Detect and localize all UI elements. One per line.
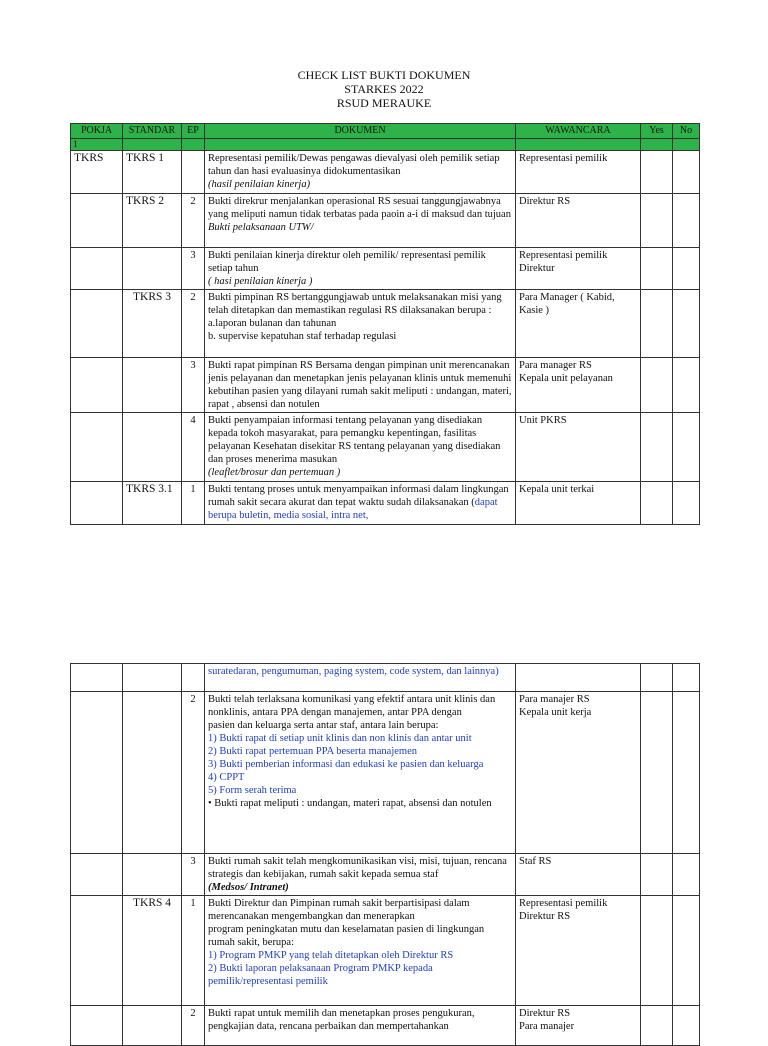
table-row — [71, 1006, 700, 1046]
yes-checkbox-cell[interactable] — [641, 854, 673, 896]
standar-cell: TKRS 4 — [123, 896, 182, 1006]
dokumen-cell: Representasi pemilik/Dewas pengawas dievalyasi oleh pemilik setiap tahun dan hasi evaluasinya didokumentasikan (hasil penilaian kinerja) — [205, 151, 516, 194]
yes-checkbox-cell[interactable] — [641, 1006, 673, 1046]
wawancara-cell: Direktur RS Para manajer — [516, 1006, 641, 1046]
pokja-cell: TKRS — [71, 151, 123, 194]
wawancara-cell: Representasi pemilik Direktur — [516, 248, 641, 290]
col-header-ep: EP — [182, 124, 205, 139]
checklist-table-page2 — [70, 663, 700, 1046]
table-row — [71, 413, 700, 482]
no-checkbox-cell[interactable] — [673, 248, 700, 290]
table-row — [71, 151, 700, 194]
table-row — [71, 692, 700, 854]
standar-cell: TKRS 2 — [123, 194, 182, 248]
standar-cell: TKRS 3.1 — [123, 482, 182, 525]
wawancara-cell: Direktur RS — [516, 194, 641, 248]
ep-cell: 3 — [182, 358, 205, 413]
yes-checkbox-cell[interactable] — [641, 358, 673, 413]
ep-cell: 2 — [182, 194, 205, 248]
no-checkbox-cell[interactable] — [673, 151, 700, 194]
checklist-table-page1 — [70, 123, 700, 525]
dokumen-cell: Bukti direkrur menjalankan operasional RS sesuai tanggungjawabnya yang meliputi namun tidak terbatas pada paoin a-i di maksud dan tujuan Bukti pelaksanaan UTW/ — [205, 194, 516, 248]
hospital-name: RSUD MERAUKE — [336, 96, 432, 110]
col-header-wawancara: WAWANCARA — [516, 124, 641, 139]
yes-checkbox-cell[interactable] — [641, 290, 673, 358]
dokumen-cell: suratedaran, pengumuman, paging system, code system, dan lainnya) — [205, 664, 516, 692]
ep-cell: 2 — [182, 290, 205, 358]
col-header-no: No — [673, 124, 700, 139]
no-checkbox-cell[interactable] — [673, 413, 700, 482]
col-header-standar: STANDAR — [123, 124, 182, 139]
doc-title: CHECK LIST BUKTI DOKUMEN — [297, 68, 471, 82]
wawancara-cell: Para Manager ( Kabid, Kasie ) — [516, 290, 641, 358]
standar-cell: TKRS 1 — [123, 151, 182, 194]
no-checkbox-cell[interactable] — [673, 664, 700, 692]
no-checkbox-cell[interactable] — [673, 1006, 700, 1046]
no-checkbox-cell[interactable] — [673, 358, 700, 413]
table-header-row — [71, 124, 700, 139]
table-row — [71, 194, 700, 248]
ep-cell: 2 — [182, 692, 205, 854]
ep-cell: 1 — [182, 896, 205, 1006]
yes-checkbox-cell[interactable] — [641, 692, 673, 854]
dokumen-cell: Bukti penilaian kinerja direktur oleh pemilik/ representasi pemilik setiap tahun ( hasi penilaian kinerja ) — [205, 248, 516, 290]
wawancara-cell: Representasi pemilik Direktur RS — [516, 896, 641, 1006]
dokumen-cell: Bukti rumah sakit telah mengkomunikasikan visi, misi, tujuan, rencana strategis dan kebijakan, rumah sakit kepada semua staf (Medsos/ Intranet) — [205, 854, 516, 896]
col-header-yes: Yes — [641, 124, 673, 139]
no-checkbox-cell[interactable] — [673, 194, 700, 248]
yes-checkbox-cell[interactable] — [641, 413, 673, 482]
table-row — [71, 896, 700, 1006]
dokumen-cell: Bukti rapat pimpinan RS Bersama dengan pimpinan unit merencanakan jenis pelayanan dan menetapkan jenis pelayanan klinis untuk memenuhi kebutihan pasien yang dilayani rumah sakit meliputi : undangan, materi, rapat , absensi dan notulen — [205, 358, 516, 413]
wawancara-cell: Para manager RS Kepala unit pelayanan — [516, 358, 641, 413]
no-checkbox-cell[interactable] — [673, 482, 700, 525]
dokumen-cell: Bukti penyampaian informasi tentang pelayanan yang disediakan kepada tokoh masyarakat, para pemangku kepentingan, fasilitas pelayanan Kesehatan disekitar RS tentang pelayanan yang disediakan dan proses menerima masukan (leaflet/brosur dan pertemuan ) — [205, 413, 516, 482]
ep-cell: 2 — [182, 1006, 205, 1046]
dokumen-cell: Bukti pimpinan RS bertanggungjawab untuk melaksanakan misi yang telah ditetapkan dan memastikan regulasi RS dilaksanakan berupa : a.laporan bulanan dan tahunan b. supervise kepatuhan staf terhadap regulasi — [205, 290, 516, 358]
ep-cell: 4 — [182, 413, 205, 482]
wawancara-cell: Para manajer RS Kepala unit kerja — [516, 692, 641, 854]
ep-cell: 3 — [182, 854, 205, 896]
wawancara-cell: Kepala unit terkai — [516, 482, 641, 525]
yes-checkbox-cell[interactable] — [641, 248, 673, 290]
document-title-block — [0, 68, 768, 110]
ep-cell: 1 — [182, 482, 205, 525]
table-row — [71, 664, 700, 692]
wawancara-cell: Representasi pemilik — [516, 151, 641, 194]
yes-checkbox-cell[interactable] — [641, 151, 673, 194]
table-row — [71, 482, 700, 525]
no-checkbox-cell[interactable] — [673, 692, 700, 854]
yes-checkbox-cell[interactable] — [641, 482, 673, 525]
table-row — [71, 854, 700, 896]
no-checkbox-cell[interactable] — [673, 290, 700, 358]
table-row — [71, 358, 700, 413]
no-checkbox-cell[interactable] — [673, 896, 700, 1006]
dokumen-cell: Bukti telah terlaksana komunikasi yang efektif antara unit klinis dan nonklinis, antara PPA dengan manajemen, antar PPA dengan pasien dan keluarga serta antar staf, antara lain berupa: 1) Bukti rapat di setiap unit klinis dan non klinis dan antar unit 2) Bukti rapat pertemuan PPA beserta manajemen 3) Bukti pemberian informasi dan edukasi ke pasien dan keluarga 4) CPPT 5) Form serah terima • Bukti rapat meliputi : undangan, materi rapat, absensi dan notulen — [205, 692, 516, 854]
col-header-pokja: POKJA — [71, 124, 123, 139]
yes-checkbox-cell[interactable] — [641, 664, 673, 692]
wawancara-cell: Unit PKRS — [516, 413, 641, 482]
doc-subtitle: STARKES 2022 — [344, 82, 424, 96]
no-checkbox-cell[interactable] — [673, 854, 700, 896]
col-header-dokumen: DOKUMEN — [205, 124, 516, 139]
col-header-pokja-cont: 1 — [71, 139, 123, 151]
yes-checkbox-cell[interactable] — [641, 896, 673, 1006]
dokumen-cell: Bukti tentang proses untuk menyampaikan informasi dalam lingkungan rumah sakit secara akurat dan tepat waktu sudah dilaksanakan (dapat berupa buletin, media sosial, intra net, — [205, 482, 516, 525]
table-header-row-cont — [71, 139, 700, 151]
wawancara-cell: Staf RS — [516, 854, 641, 896]
dokumen-cell: Bukti rapat untuk memilih dan menetapkan proses pengukuran, pengkajian data, rencana perbaikan dan mempertahankan — [205, 1006, 516, 1046]
ep-cell — [182, 151, 205, 194]
table-row — [71, 290, 700, 358]
standar-cell: TKRS 3 — [123, 290, 182, 358]
yes-checkbox-cell[interactable] — [641, 194, 673, 248]
dokumen-cell: Bukti Direktur dan Pimpinan rumah sakit berpartisipasi dalam merencanakan mengembangkan dan menerapkan program peningkatan mutu dan keselamatan pasien di lingkungan rumah sakit, berupa: 1) Program PMKP yang telah ditetapkan oleh Direktur RS 2) Bukti laporan pelaksanaan Program PMKP kepada pemilik/representasi pemilik — [205, 896, 516, 1006]
table-row — [71, 248, 700, 290]
ep-cell: 3 — [182, 248, 205, 290]
